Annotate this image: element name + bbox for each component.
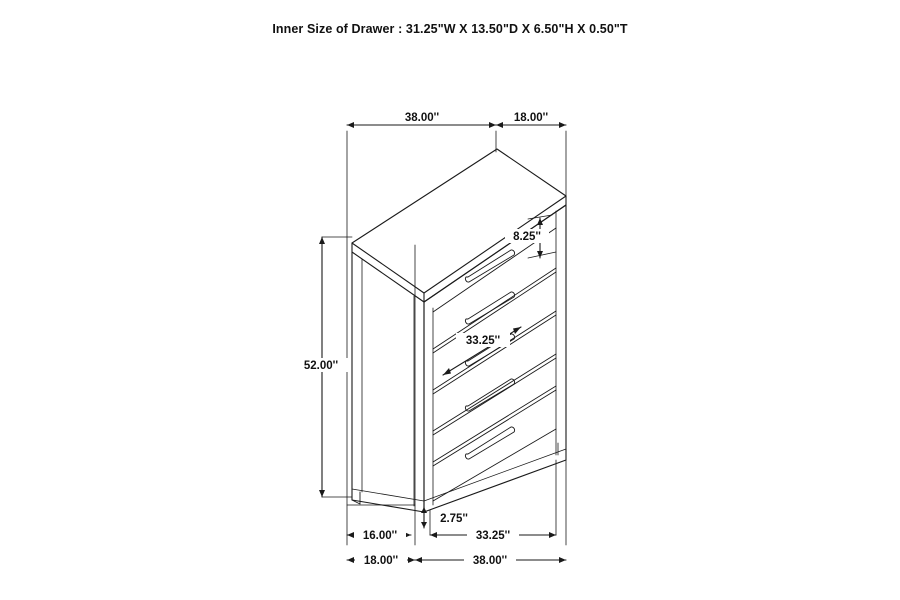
- dim-label-overall-height: 52.00'': [303, 360, 339, 372]
- dim-label-drawer-inner-width: 33.25'': [465, 335, 501, 347]
- dim-label-top-depth: 18.00'': [513, 112, 549, 124]
- dim-label-base-depth: 16.00'': [362, 530, 398, 542]
- page-title: Inner Size of Drawer : 31.25"W X 13.50"D X 6.50"H X 0.50"T: [272, 22, 628, 36]
- dimension-labels: [294, 110, 557, 567]
- dim-label-base-clearance: 2.75'': [440, 513, 468, 525]
- chest-body: [352, 149, 566, 512]
- dim-label-overall-width: 38.00'': [472, 555, 508, 567]
- drawer-handles: [465, 250, 514, 459]
- dim-label-drawer-front-height: 8.25'': [513, 231, 541, 243]
- dim-label-top-width: 38.00'': [404, 112, 440, 124]
- dim-label-drawer-width-bottom: 33.25'': [475, 530, 511, 542]
- dim-label-side-depth: 18.00'': [363, 555, 399, 567]
